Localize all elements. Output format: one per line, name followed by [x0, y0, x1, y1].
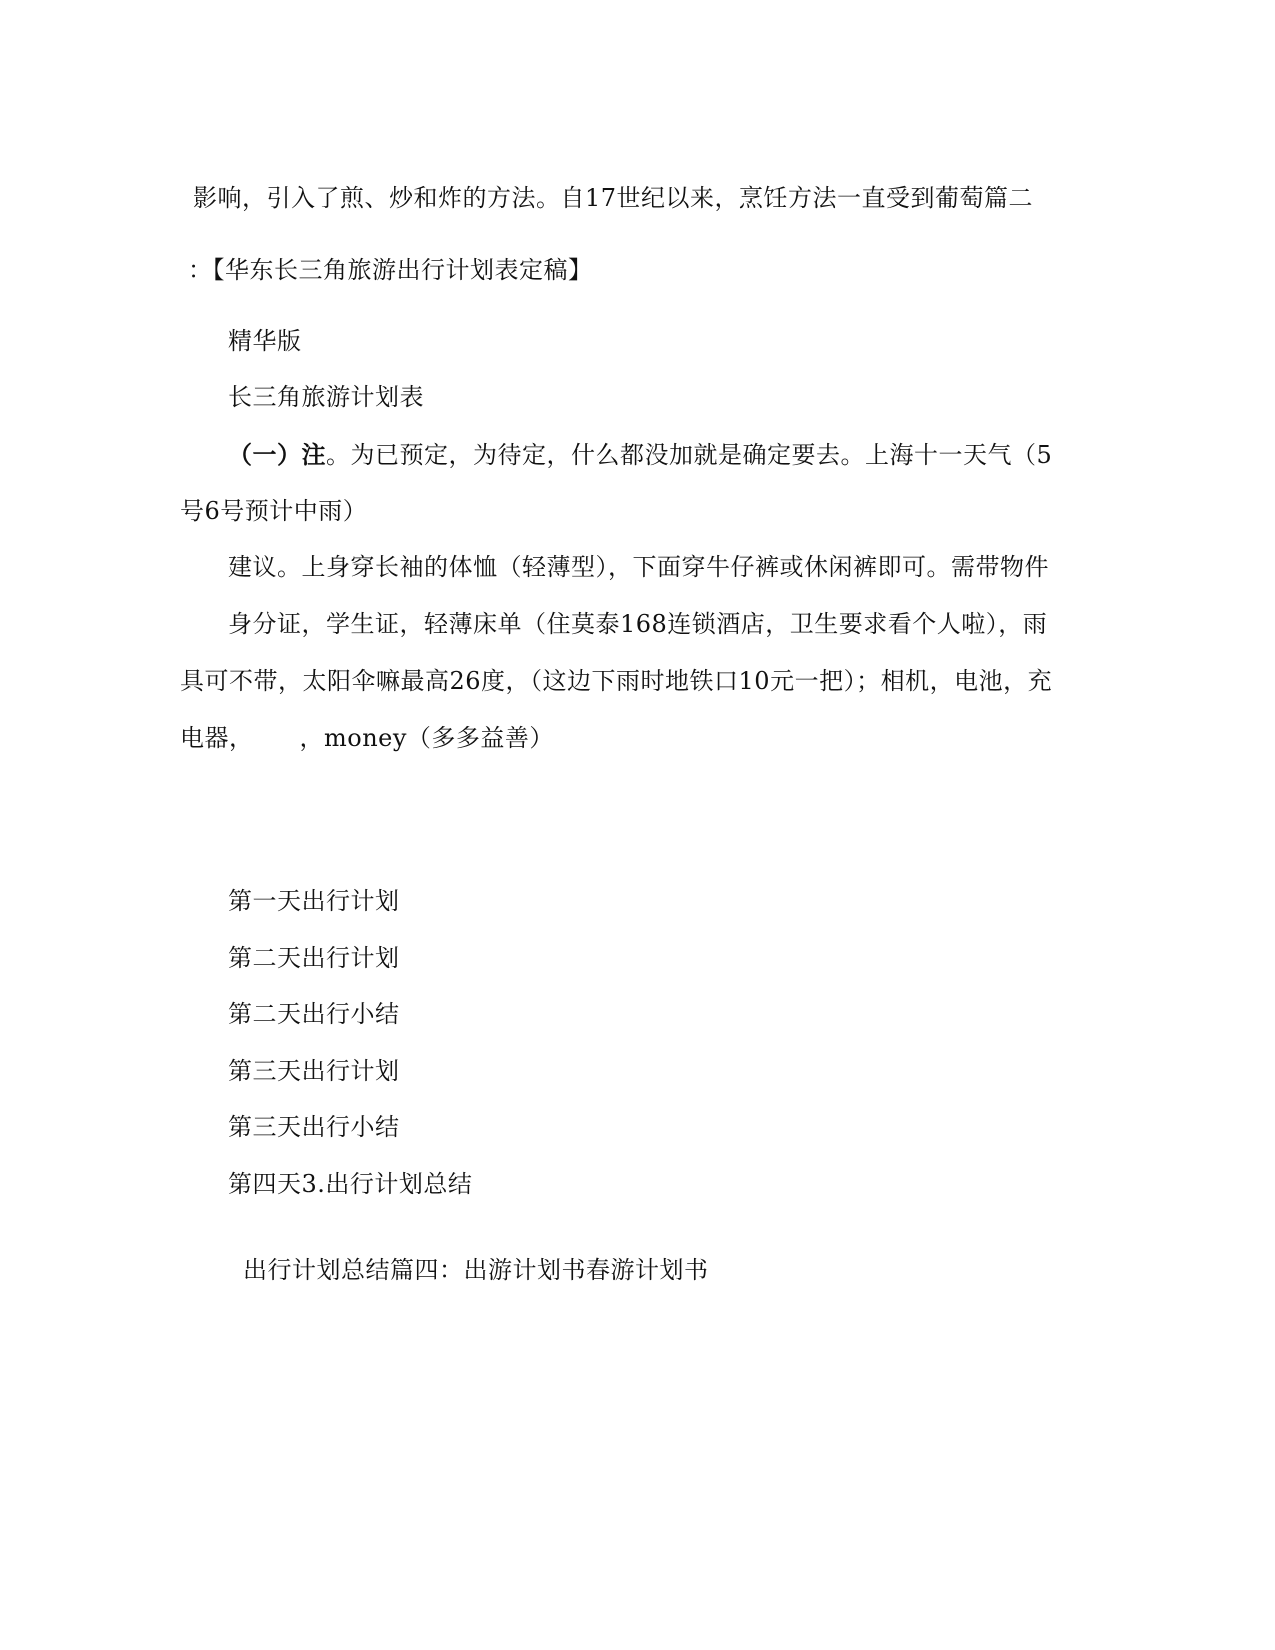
note-continuation: 号6号预计中雨）	[180, 497, 368, 525]
items-line-2: 具可不带，太阳伞嘛最高26度，（这边下雨时地铁口10元一把）；相机，电池，充	[180, 667, 1053, 695]
items-line-1: 身分证，学生证，轻薄床单（住莫泰168连锁酒店，卫生要求看个人啦），雨	[228, 610, 1048, 638]
section-heading: ：【华东长三角旅游出行计划表定稿】	[188, 256, 593, 284]
schedule-item: 第三天出行小结	[228, 1113, 400, 1141]
section-four-heading: 出行计划总结篇四：出游计划书春游计划书	[243, 1256, 709, 1284]
note-label: （一）注	[228, 440, 326, 469]
schedule-item: 第一天出行计划	[228, 887, 400, 915]
advice-line: 建议。上身穿长袖的体恤（轻薄型），下面穿牛仔裤或休闲裤即可。需带物件	[228, 553, 1049, 581]
continuation-line: 影响，引入了煎、炒和炸的方法。自17世纪以来，烹饪方法一直受到葡萄篇二	[193, 184, 1034, 212]
note-line	[228, 440, 1052, 470]
table-title: 长三角旅游计划表	[228, 383, 424, 411]
schedule-item: 第四天3.出行计划总结	[228, 1170, 473, 1198]
schedule-item: 第二天出行计划	[228, 944, 400, 972]
items-line-3	[180, 723, 554, 753]
note-text: 。为已预定，为待定，什么都没加就是确定要去。上海十一天气（5	[326, 441, 1053, 469]
items-line-3-end: ，money（多多益善）	[299, 724, 554, 752]
items-line-3-start: 电器，	[180, 724, 254, 752]
edition-label: 精华版	[228, 327, 302, 355]
schedule-item: 第三天出行计划	[228, 1057, 400, 1085]
schedule-item: 第二天出行小结	[228, 1000, 400, 1028]
